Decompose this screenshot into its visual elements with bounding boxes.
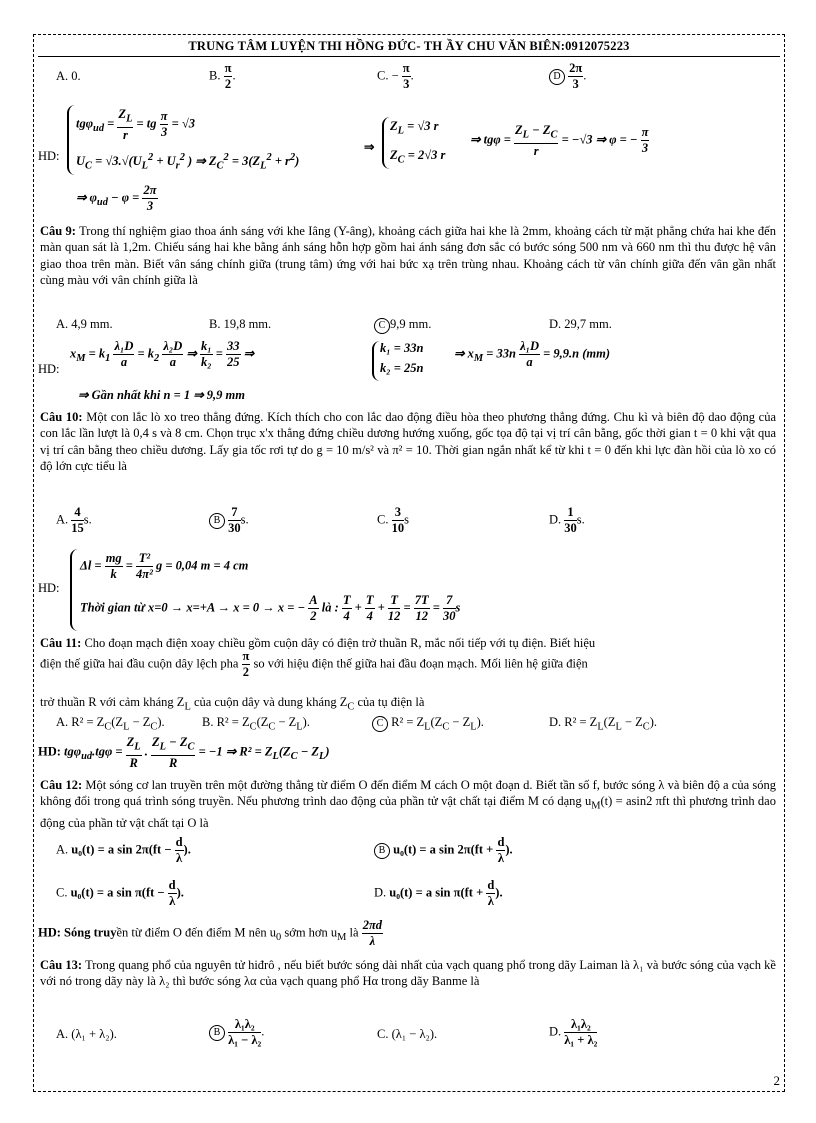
q13-option-b: B $\frac{\text{λ₁λ₂}}{\text{λ₁ − λ₂}}$ . xyxy=(209,1017,264,1048)
q9-hd-xm: ⇒ $x_M = 33n$ $\frac{\text{λ₁D}}{a}$ = 9,9.n (mm) xyxy=(454,339,610,369)
q9-option-d: D. 29,7 mm. xyxy=(549,317,612,331)
page-header: TRUNG TÂM LUYỆN THI HỒNG ĐỨC- TH ẦY CHU VĂN BIÊN:0912075223 xyxy=(188,39,630,53)
q10-brace xyxy=(70,549,78,631)
q12-option-b: B u₀(t) = a sin 2π(ft + $\frac{d}{\lambda}$ ). xyxy=(374,835,513,866)
q13-option-a: A. (λ₁ + λ₂). xyxy=(56,1027,117,1041)
page-frame: TRUNG TÂM LUYỆN THI HỒNG ĐỨC- TH ẦY CHU VĂN BIÊN:0912075223 A. 0. B. $\frac{\pi}{2}$ . C. − $\frac{\pi}{3}$ . D $\frac{2\pi}{3}$ . HD: tgφ$_{ud}$ = $\frac{Z_L}{r}$ = tg $\frac{\pi}{3}$ = √3 $U_C = √3.√(U_L^2 + U_r^2$ ) ⇒ $Z_C^2 = 3(Z_L^2 + r^2)$ ⇒ $Z_L = √3$ r $Z_C = 2√3$ r ⇒ tgφ = $\frac{Z_L - Z_C}{r}$ = −√3 ⇒ φ = − $\frac{\pi}{3}$ ⇒ $\varphi_{ud} - \varphi$ = $\frac{2\pi}{3}$ Câu 9: Trong thí nghiệm giao thoa ánh sáng với khe Iâng (Y-âng), khoảng cách giữa hai khe là 2mm, khoảng cách từ mặt phẳng chứa hai khe đến màn quan sát là 1,2m. Chiếu sáng hai khe bằng ánh sáng hỗn hợp gồm hai ánh sáng đơn sắc có bước sóng 500 nm và 660 nm thì thu được hệ vân giao thoa trên màn. Biết vân sáng chính giữa (trung tâm) ứng với hai bức xạ trên trùng nhau. Khoảng cách từ vân chính giữa đến vân gần nhất cùng màu với vân chính giữa là A. 4,9 mm. B. 19,8 mm. C 9,9 mm. D. 29,7 mm. HD: $x_M = k_1$ $\frac{\text{λ₁D}}{a}$ = $k_2$ $\frac{\text{λ₂D}}{a}$ ⇒ $\frac{\text{k₁}}{\text{k₂}}$ = $\frac{33}{25}$ ⇒ k₁ = 33n k₂ = 25n ⇒ $x_M = 33n$ $\frac{\text{λ₁D}}{a}$ = 9,9.n (mm) ⇒ Gần nhất khi n = 1 ⇒ 9,9 mm Câu 10: Một con lắc lò xo treo thẳng đứng. Kích thích cho con lắc dao động điều hòa theo phương thẳng đứng. Chu kì và biên độ dao động của con lắc lần lượt là 0,4 s và 8 cm. Chọn trục x'x thẳng đứng chiều dương hướng xuống, gốc tọa độ tại vị trí cân bằng, gốc thời gian t = 0 khi vật qua vị trí cân bằng theo chiều dương. Lấy gia tốc rơi tự do g = 10 m/s² và π² = 10. Thời gian ngắn nhất kể từ khi t = 0 đến khi lực đàn hồi của lò xo có độ lớn cực tiểu là A. $\frac{4}{15}$ s. B $\frac{7}{30}$ s. C. $\frac{3}{10}$ s D. $\frac{1}{30}$ s. HD: Δl = $\frac{mg}{k}$ = $\frac{\text{T²}}{\text{4π²}}$ g = 0,04 m = 4 cm Thời gian từ x=0 → x=+A → x = 0 → x = − $\frac{A}{2}$ là : $\frac{T}{4}$ + $\frac{T}{4}$ + $\frac{T}{12}$ = $\frac{7T}{12}$ = $\frac{7}{30}$ s Câu 11: Cho đoạn mạch điện xoay chiều gồm cuộn dây có điện trở thuần R, mắc nối tiếp với tụ điện. Biết hiệu điện thế giữa hai đầu cuộn dây lệch pha $\frac{\pi}{2}$ so với hiệu điện thế giữa hai đầu đoạn mạch. Mối liên hệ giữa điện trở thuần R với cảm kháng $Z_L$ của cuộn dây và dung kháng $Z_C$ của tụ điện là A. $R^2 = Z_C(Z_L - Z_C)$. B. $R^2 = Z_C(Z_C - Z_L)$. C $R^2 = Z_L(Z_C - Z_L)$. D. $R^2 = Z_L(Z_L - Z_C)$. HD: tgφ$_{ud}$.tgφ = $\frac{Z_L}{R}$ . $\frac{Z_L - Z_C}{R}$ = −1 ⇒ $R^2 = Z_L(Z_C - Z_L)$ Câu 12: Một sóng cơ lan truyền trên một đường thẳng từ điểm O đến điểm M cách O một đoạn d. Biết tần số f, bước sóng λ và biên độ a của sóng không đổi trong quá trình sóng truyền. Nếu phương trình dao động của phần tử vật chất tại điểm M có dạng $u_M(t) = asin2$ πft thì phương trình dao động của phần tử vật chất tại O là A. u₀(t) = a sin 2π(ft − $\frac{d}{\lambda}$ ). B u₀(t) = a sin 2π(ft + $\frac{d}{\lambda}$ ). C. u₀(t) = a sin π(ft − $\frac{d}{\lambda}$ ). D. u₀(t) = a sin π(ft + $\frac{d}{\lambda}$ ). HD: Sóng truyền từ điểm O đến điểm M nên $u_0$ sớm hơn $u_M$ là $\frac{2\pi d}{\lambda}$ Câu 13: Trong quang phổ của nguyên tử hiđrô , nếu biết bước sóng dài nhất của vạch quang phổ trong dãy Laiman là λ₁ và bước sóng của vạch kề với nó trong dãy này là λ₂ thì bước sóng λα của vạch quang phổ Hα trong dãy Banme là A. (λ₁ + λ₂). B $\frac{\text{λ₁λ₂}}{\text{λ₁ − λ₂}}$ . C. (λ₁ − λ₂). D. $\frac{\text{λ₁λ₂}}{\text{λ₁ + λ₂}}$ 2 xyxy=(33,34,785,1092)
q9-hd-k1: k₁ = 33n xyxy=(380,341,424,355)
q9-hd-result: ⇒ Gần nhất khi n = 1 ⇒ 9,9 mm xyxy=(78,388,245,402)
page-number: 2 xyxy=(773,1073,780,1088)
q13-option-c: C. (λ₁ − λ₂). xyxy=(377,1027,438,1041)
q11-option-d: D. $R^2 = Z_L(Z_L - Z_C)$. xyxy=(549,715,658,733)
q8-hd-result: ⇒ $\varphi_{ud} - \varphi$ = $\frac{2\pi}{3}$ xyxy=(76,183,157,213)
q11-option-c: C $R^2 = Z_L(Z_C - Z_L)$. xyxy=(372,715,484,733)
q12-option-a: A. u₀(t) = a sin 2π(ft − $\frac{d}{\lambda}$ ). xyxy=(56,835,191,865)
q8-option-c: C. − $\frac{\pi}{3}$ . xyxy=(377,61,414,91)
q8-hd-phi: ⇒ tgφ = $\frac{Z_L - Z_C}{r}$ = −√3 ⇒ φ = − $\frac{\pi}{3}$ xyxy=(470,123,649,158)
q8-hd-eq1: tgφ$_{ud}$ = $\frac{Z_L}{r}$ = tg $\frac{\pi}{3}$ = √3 xyxy=(76,107,195,142)
q13-option-d: D. $\frac{\text{λ₁λ₂}}{\text{λ₁ + λ₂}}$ xyxy=(549,1017,598,1047)
q9-option-a: A. 4,9 mm. xyxy=(56,317,113,331)
q11-question-line2: điện thế giữa hai đầu cuộn dây lệch pha $\frac{\pi}{2}$ so với hiệu điện thế giữa hai đầu đoạn mạch. Mối liên hệ giữa điện xyxy=(40,649,588,679)
answer-mark: D xyxy=(549,69,565,85)
q10-hd-eq2: Thời gian từ x=0 → x=+A → x = 0 → x = − $\frac{A}{2}$ là : $\frac{T}{4}$ + $\frac{T}{4}$ + $\frac{T}{12}$ = $\frac{7T}{12}$ = $\frac{7}{30}$ s xyxy=(80,593,461,623)
header-divider xyxy=(38,56,780,57)
q12-question: Câu 12: Một sóng cơ lan truyền trên một đường thẳng từ điểm O đến điểm M cách O một đoạn d. Biết tần số f, bước sóng λ và biên độ a của sóng không đổi trong quá trình sóng truyền. Nếu phương trình dao động của phần tử vật chất tại điểm M có dạng $u_M(t) = asin2$ πft thì phương trình dao động của phần tử vật chất tại O là xyxy=(40,778,776,831)
q8-option-a: A. 0. xyxy=(56,69,81,83)
q8-right-brace xyxy=(382,117,390,169)
answer-mark: C xyxy=(372,716,388,732)
q10-hd-eq1: Δl = $\frac{mg}{k}$ = $\frac{\text{T²}}{\text{4π²}}$ g = 0,04 m = 4 cm xyxy=(80,551,249,581)
q9-hd-k2: k₂ = 25n xyxy=(380,361,424,375)
q9-hd-eq1: $x_M = k_1$ $\frac{\text{λ₁D}}{a}$ = $k_2$ $\frac{\text{λ₂D}}{a}$ ⇒ $\frac{\text{k₁}}{\text{k₂}}$ = $\frac{33}{25}$ ⇒ xyxy=(70,339,255,369)
q11-option-a: A. $R^2 = Z_C(Z_L - Z_C)$. xyxy=(56,715,165,733)
answer-mark: C xyxy=(374,318,390,334)
q13-question: Câu 13: Trong quang phổ của nguyên tử hiđrô , nếu biết bước sóng dài nhất của vạch quang phổ trong dãy Laiman là λ₁ và bước sóng của vạch kề với nó trong dãy này là λ₂ thì bước sóng λα của vạch quang phổ Hα trong dãy Banme là xyxy=(40,958,776,989)
q8-option-d: D $\frac{2\pi}{3}$ . xyxy=(549,61,586,92)
q8-hd-zc: $Z_C = 2√3$ r xyxy=(390,148,446,166)
q9-hd-label: HD: xyxy=(38,362,60,376)
q10-option-d: D. $\frac{1}{30}$ s. xyxy=(549,505,585,535)
q11-option-b: B. $R^2 = Z_C(Z_C - Z_L)$. xyxy=(202,715,310,733)
q9-option-b: B. 19,8 mm. xyxy=(209,317,272,331)
q11-question-line3: trở thuần R với cảm kháng $Z_L$ của cuộn dây và dung kháng $Z_C$ của tụ điện là xyxy=(40,695,425,713)
q9-option-c: C 9,9 mm. xyxy=(374,317,431,334)
q8-option-b: B. $\frac{\pi}{2}$ . xyxy=(209,61,236,91)
q11-question-line1: Câu 11: Cho đoạn mạch điện xoay chiều gồm cuộn dây có điện trở thuần R, mắc nối tiếp với tụ điện. Biết hiệu xyxy=(40,636,596,650)
answer-mark: B xyxy=(374,843,390,859)
q10-option-a: A. $\frac{4}{15}$ s. xyxy=(56,505,92,535)
q10-option-c: C. $\frac{3}{10}$ s xyxy=(377,505,409,535)
q10-question: Câu 10: Một con lắc lò xo treo thẳng đứng. Kích thích cho con lắc dao động điều hòa theo phương thẳng đứng. Chu kì và biên độ dao động của con lắc lần lượt là 0,4 s và 8 cm. Chọn trục x'x thẳng đứng chiều dương hướng xuống, gốc tọa độ tại vị trí cân bằng, gốc thời gian t = 0 khi vật qua vị trí cân bằng theo chiều dương. Lấy gia tốc rơi tự do g = 10 m/s² và π² = 10. Thời gian ngắn nhất kể từ khi t = 0 đến khi lực đàn hồi của lò xo có độ lớn cực tiểu là xyxy=(40,410,776,474)
q8-hd-eq2: $U_C = √3.√(U_L^2 + U_r^2$ ) ⇒ $Z_C^2 = 3(Z_L^2 + r^2)$ xyxy=(76,152,300,172)
q8-left-brace xyxy=(67,105,75,175)
q9-question: Câu 9: Trong thí nghiệm giao thoa ánh sáng với khe Iâng (Y-âng), khoảng cách giữa hai khe là 2mm, khoảng cách từ mặt phẳng chứa hai khe đến màn quan sát là 1,2m. Chiếu sáng hai khe bằng ánh sáng hỗn hợp gồm hai ánh sáng đơn sắc có bước sóng 500 nm và 660 nm thì thu được hệ vân giao thoa trên màn. Biết vân sáng chính giữa (trung tâm) ứng với hai bức xạ trên trùng nhau. Khoảng cách từ vân chính giữa đến vân gần nhất cùng màu với vân chính giữa là xyxy=(40,224,776,288)
q10-hd-label: HD: xyxy=(38,581,60,595)
answer-mark: B xyxy=(209,1025,225,1041)
q8-hd-label: HD: xyxy=(38,149,60,163)
q10-option-b: B $\frac{7}{30}$ s. xyxy=(209,505,249,536)
q12-hd: HD: Sóng truyền từ điểm O đến điểm M nên $u_0$ sớm hơn $u_M$ là $\frac{2\pi d}{\lambda}$ xyxy=(38,918,383,948)
q12-option-c: C. u₀(t) = a sin π(ft − $\frac{d}{\lambda}$ ). xyxy=(56,878,184,908)
q12-option-d: D. u₀(t) = a sin π(ft + $\frac{d}{\lambda}$ ). xyxy=(374,878,503,908)
q8-hd-zl: $Z_L = √3$ r xyxy=(390,119,439,137)
answer-mark: B xyxy=(209,513,225,529)
q9-brace xyxy=(372,341,380,381)
q11-hd: HD: tgφ$_{ud}$.tgφ = $\frac{Z_L}{R}$ . $\frac{Z_L - Z_C}{R}$ = −1 ⇒ $R^2 = Z_L(Z_C - Z_L)$ xyxy=(38,735,330,770)
